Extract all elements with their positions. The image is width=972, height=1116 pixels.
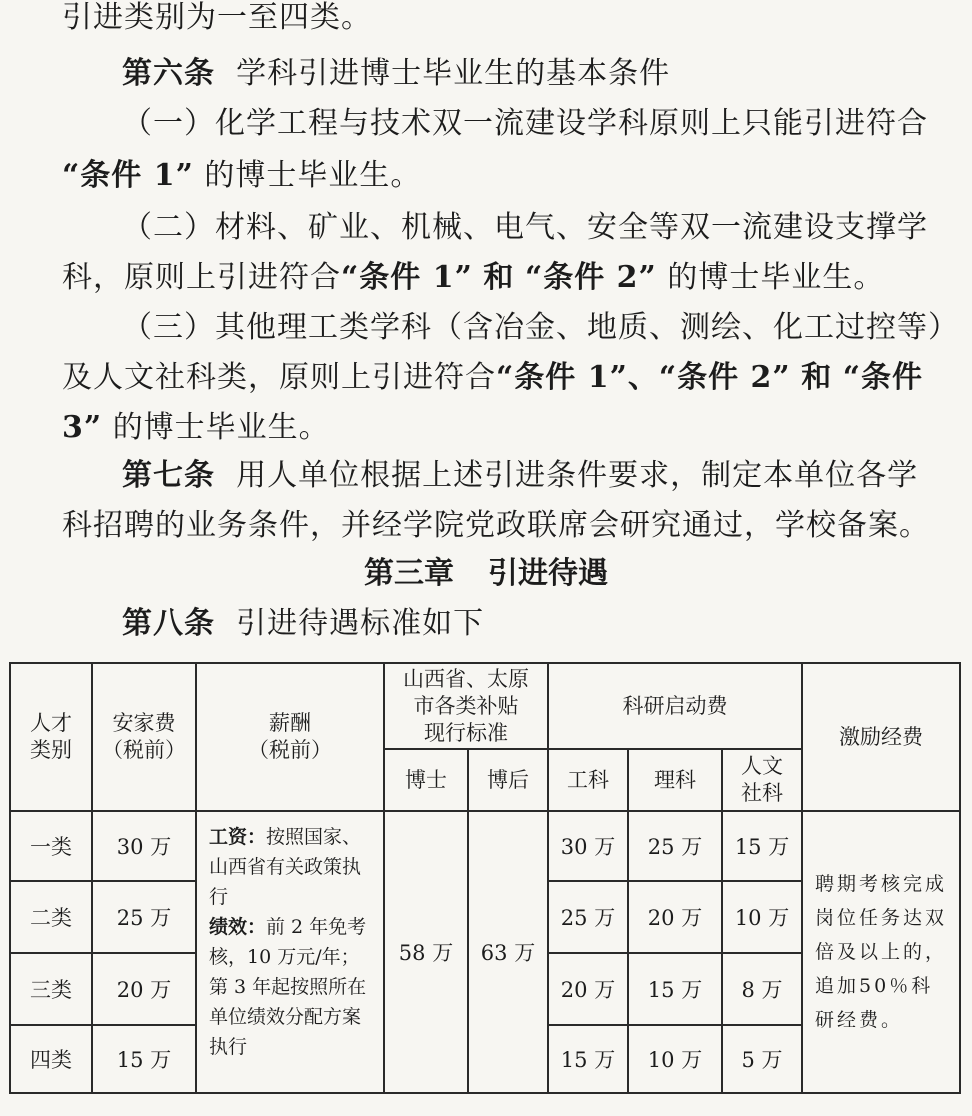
article-6-text: 学科引进博士毕业生的基本条件 — [236, 56, 671, 91]
humanities-cell: 15 万 — [722, 811, 802, 881]
science-cell: 15 万 — [628, 953, 722, 1025]
engineering-cell: 25 万 — [548, 881, 628, 953]
header-incentive — [802, 663, 960, 811]
header-engineering — [548, 749, 628, 811]
condition-ref: “条件 1” — [341, 260, 473, 295]
text-segment: 引进待遇标准如下 — [236, 606, 485, 641]
item-3-line-b — [62, 360, 923, 396]
header-text: （税前） — [102, 738, 186, 762]
header-text: 山西省、太原 — [403, 666, 529, 691]
header-postdoc — [468, 749, 548, 811]
header-text: 人才 — [30, 711, 72, 735]
condition-ref: “条件 1” — [62, 158, 194, 193]
text-segment: 科招聘的业务条件，并经学院党政联席会研究通过，学校备案。 — [62, 508, 930, 543]
article-8-line — [122, 606, 484, 642]
header-text: 理科 — [654, 767, 696, 792]
header-subsidy — [384, 663, 548, 749]
treatment-table — [9, 662, 961, 1094]
text-segment: 用人单位根据上述引进条件要求，制定本单位各学 — [236, 458, 919, 493]
chapter-number: 第三章 — [364, 556, 454, 591]
chapter-heading — [0, 556, 972, 592]
header-science — [628, 749, 722, 811]
condition-ref: “条件 2” — [524, 260, 657, 295]
text-segment: （二）材料、矿业、机械、电气、安全等双一流建设支撑学 — [122, 210, 928, 245]
header-category — [10, 663, 92, 811]
header-row-1 — [10, 663, 960, 749]
header-text: 博士 — [405, 767, 447, 792]
text-segment: 及人文社科类，原则上引进符合 — [62, 360, 496, 395]
item-2-line-a — [122, 210, 928, 246]
science-cell: 20 万 — [628, 881, 722, 953]
text-segment: （一）化学工程与技术双一流建设学科原则上只能引进符合 — [122, 106, 928, 141]
text-segment: （三）其他理工类学科（含冶金、地质、测绘、化工过控等） — [122, 310, 959, 345]
science-cell: 25 万 — [628, 811, 722, 881]
text-segment: 的博士毕业生。 — [112, 410, 330, 445]
engineering-cell: 20 万 — [548, 953, 628, 1025]
item-1-line-b — [62, 158, 421, 194]
header-text: 工科 — [567, 767, 609, 792]
item-2-line-b — [62, 260, 884, 296]
humanities-cell: 5 万 — [722, 1025, 802, 1093]
article-8-heading: 第八条 — [122, 606, 215, 641]
chapter-title: 引进待遇 — [488, 556, 608, 591]
paragraph-line-1 — [62, 0, 372, 36]
header-humanities — [722, 749, 802, 811]
header-text: 社科 — [741, 781, 784, 805]
condition-ref: 3” — [62, 410, 103, 445]
header-settlement — [92, 663, 196, 811]
category-cell: 二类 — [10, 881, 92, 953]
item-3-line-a — [122, 310, 959, 346]
header-text: 科研启动费 — [622, 693, 728, 718]
text-segment: 科，原则上引进符合 — [62, 260, 341, 295]
category-cell: 三类 — [10, 953, 92, 1025]
wage-text: 按照国家、山西省有关政策执行 — [209, 826, 362, 908]
header-phd — [384, 749, 468, 811]
settlement-cell: 30 万 — [92, 811, 196, 881]
article-7-line-a — [122, 458, 918, 494]
settlement-cell: 15 万 — [92, 1025, 196, 1093]
condition-ref: “条件 2” — [658, 360, 791, 395]
article-6-heading: 第六条 — [122, 56, 215, 91]
wage-label: 工资： — [209, 826, 267, 848]
category-cell: 一类 — [10, 811, 92, 881]
text-segment: 的博士毕业生。 — [204, 158, 422, 193]
item-1-line-a — [122, 106, 928, 142]
article-7-line-b — [62, 508, 930, 544]
engineering-cell: 30 万 — [548, 811, 628, 881]
text-segment: 引进类别为一至四类。 — [62, 0, 372, 35]
article-7-heading: 第七条 — [122, 458, 215, 493]
humanities-cell: 10 万 — [722, 881, 802, 953]
phd-subsidy-cell: 58 万 — [384, 811, 468, 1093]
header-text: 市各类补贴 — [413, 693, 519, 718]
postdoc-subsidy-cell: 63 万 — [468, 811, 548, 1093]
article-6-line — [122, 56, 670, 92]
incentive-cell: 聘期考核完成岗位任务达双倍及以上的，追加50％科研经费。 — [802, 811, 960, 1093]
text-segment: 和 — [483, 260, 515, 295]
condition-ref: “条件 — [842, 360, 924, 395]
condition-ref: “条件 1”、 — [496, 360, 659, 395]
science-cell: 10 万 — [628, 1025, 722, 1093]
salary-cell — [196, 811, 384, 1093]
item-3-line-c — [62, 410, 330, 446]
settlement-cell: 25 万 — [92, 881, 196, 953]
engineering-cell: 15 万 — [548, 1025, 628, 1093]
header-text: 激励经费 — [839, 724, 924, 749]
header-text: 薪酬 — [269, 711, 311, 735]
category-cell: 四类 — [10, 1025, 92, 1093]
header-text: （税前） — [248, 738, 332, 762]
header-text: 安家费 — [112, 711, 176, 735]
settlement-cell: 20 万 — [92, 953, 196, 1025]
performance-label: 绩效： — [209, 916, 267, 938]
table-row — [10, 811, 960, 881]
text-segment: 和 — [801, 360, 833, 395]
header-text: 现行标准 — [424, 720, 508, 745]
header-text: 博后 — [487, 767, 529, 792]
text-segment: 的博士毕业生。 — [667, 260, 885, 295]
humanities-cell: 8 万 — [722, 953, 802, 1025]
header-salary — [196, 663, 384, 811]
header-text: 人文 — [741, 754, 784, 778]
header-research-fund — [548, 663, 802, 749]
performance-text: 前 2 年免考核，10 万元/年；第 3 年起按照所在单位绩效分配方案执行 — [209, 916, 367, 1058]
header-text: 类别 — [30, 738, 72, 762]
